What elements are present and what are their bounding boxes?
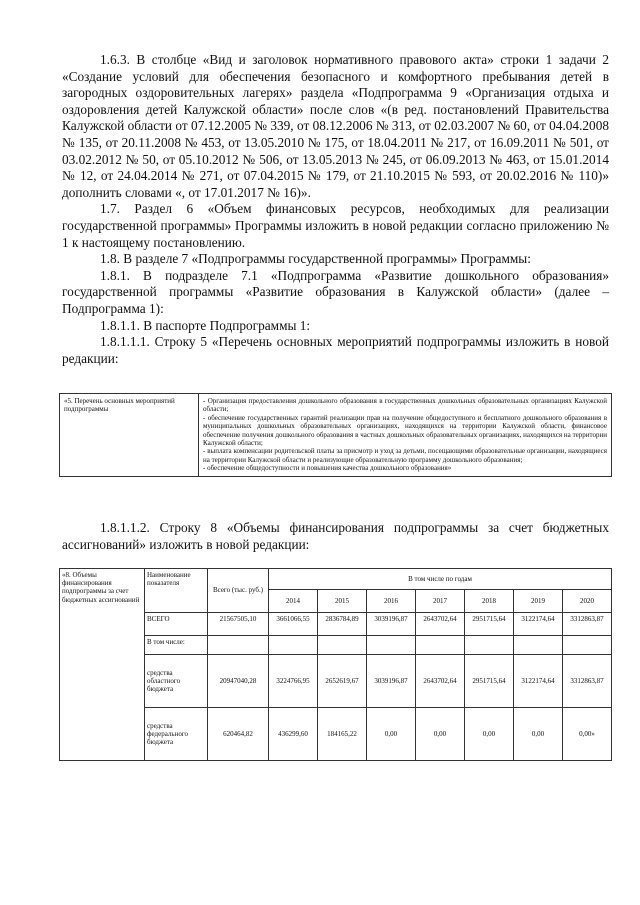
row-value: 3224766,95 xyxy=(269,655,318,708)
table-row xyxy=(60,394,612,477)
list-item: - выплата компенсации родительской платы за присмотр и уход за детьми, посещающими образовательные организации, находящиеся на территории Калужской области и реализующие образовательную программу дошкольного образования; xyxy=(203,447,607,464)
list-item: - обеспечение государственных гарантий реализации прав на получение общедоступного и бесплатного дошкольного образования в муниципальных дошкольных образовательных организациях, находящихся на территории Калужской области, финансовое обеспечение получения дошкольного образования в частных дошкольных образовательных организациях, находящихся на территории Калужской области; xyxy=(203,413,607,448)
row-name: ВСЕГО xyxy=(145,613,208,636)
row-value xyxy=(318,636,367,655)
paragraph-1-6-3: 1.6.3. В столбце «Вид и заголовок нормативного правового акта» строки 1 задачи 2 «Создание условий для обеспечения безопасного и комфортного пребывания детей в загородных оздоровительных лагерях» раздела «Подпрограмма 9 «Организация отдыха и оздоровления детей Калужской области» после слов «(в ред. постановлений Правительства Калужской области от 07.12.2005 № 339, от 08.12.2006 № 313, от 02.03.2007 № 60, от 04.04.2008 № 135, от 20.11.2008 № 453, от 13.05.2010 № 175, от 18.04.2011 № 217, от 16.09.2011 № 501, от 03.02.2012 № 50, от 05.10.2012 № 506, от 13.05.2013 № 245, от 06.09.2013 № 463, от 15.01.2014 № 12, от 24.04.2014 № 271, от 07.04.2015 № 179, от 21.10.2015 № 593, от 20.02.2016 № 110)» дополнить словами «, от 17.01.2017 № 16)». xyxy=(62,52,609,200)
activities-list xyxy=(199,394,612,477)
document-body xyxy=(62,52,609,367)
row-value: 2951715,64 xyxy=(465,655,514,708)
row-value: 184165,22 xyxy=(318,708,367,761)
financing-label: «8. Объемы финансирования подпрограммы за счет бюджетных ассигнований xyxy=(60,569,145,761)
paragraph-1-8-1-1-2: 1.8.1.1.2. Строку 8 «Объемы финансирования подпрограммы за счет бюджетных ассигнований» изложить в новой редакции: xyxy=(62,520,609,552)
activities-label: «5. Перечень основных мероприятий подпрограммы xyxy=(60,394,199,477)
row-value xyxy=(367,636,416,655)
row-value xyxy=(514,636,563,655)
row-value xyxy=(465,636,514,655)
section-1-8-1-1-2 xyxy=(62,520,609,553)
financing-table xyxy=(59,568,612,761)
row-value: 2951715,64 xyxy=(465,613,514,636)
year-cell: 2018 xyxy=(465,590,514,613)
paragraph-1-8-1-1: 1.8.1.1. В паспорте Подпрограммы 1: xyxy=(100,317,311,333)
row-value: 3039196,87 xyxy=(367,655,416,708)
col-header-total: Всего (тыс. руб.) xyxy=(208,569,269,613)
row-value xyxy=(269,636,318,655)
row-value: 3039196,87 xyxy=(367,613,416,636)
row-value: 3312863,87 xyxy=(563,655,612,708)
paragraph-1-8: 1.8. В разделе 7 «Подпрограммы государственной программы» Программы: xyxy=(100,251,531,267)
row-value: 3122174,64 xyxy=(514,655,563,708)
row-total: 21567505,10 xyxy=(208,613,269,636)
row-value: 0,00 xyxy=(465,708,514,761)
list-item: - обеспечение общедоступности и повышения качества дошкольного образования» xyxy=(203,464,452,473)
row-value: 3312863,87 xyxy=(563,613,612,636)
table-header-row xyxy=(60,569,612,590)
row-value: 0,00 xyxy=(514,708,563,761)
year-cell: 2017 xyxy=(416,590,465,613)
row-total: 20947040,28 xyxy=(208,655,269,708)
year-cell: 2016 xyxy=(367,590,416,613)
row-total xyxy=(208,636,269,655)
col-header-years: В том числе по годам xyxy=(269,569,612,590)
row-value: 0,00» xyxy=(563,708,612,761)
row-name: средства областного бюджета xyxy=(145,655,208,708)
row-value: 2643702,64 xyxy=(416,613,465,636)
row-value: 3122174,64 xyxy=(514,613,563,636)
list-item: - Организация предоставления дошкольного образования в государственных дошкольных образовательных организациях Калужской области; xyxy=(203,397,607,414)
row-value: 2652619,67 xyxy=(318,655,367,708)
row-name: В том числе: xyxy=(145,636,208,655)
activities-table xyxy=(59,393,612,477)
row-value: 0,00 xyxy=(416,708,465,761)
row-value xyxy=(563,636,612,655)
row-value: 2836784,89 xyxy=(318,613,367,636)
year-cell: 2014 xyxy=(269,590,318,613)
year-cell: 2020 xyxy=(563,590,612,613)
row-value: 436299,60 xyxy=(269,708,318,761)
paragraph-1-8-1-1-1: 1.8.1.1.1. Строку 5 «Перечень основных мероприятий подпрограммы изложить в новой редакции: xyxy=(62,334,609,366)
year-cell: 2019 xyxy=(514,590,563,613)
row-value: 0,00 xyxy=(367,708,416,761)
row-value xyxy=(416,636,465,655)
year-cell: 2015 xyxy=(318,590,367,613)
row-total: 620464,82 xyxy=(208,708,269,761)
row-value: 3661066,55 xyxy=(269,613,318,636)
row-name: средства федерального бюджета xyxy=(145,708,208,761)
col-header-name: Наименование показателя xyxy=(145,569,208,613)
row-value: 2643702,64 xyxy=(416,655,465,708)
paragraph-1-7: 1.7. Раздел 6 «Объем финансовых ресурсов, необходимых для реализации государственной программы» Программы изложить в новой редакции согласно приложению № 1 к настоящему постановлению. xyxy=(62,201,609,250)
paragraph-1-8-1: 1.8.1. В подразделе 7.1 «Подпрограмма «Развитие дошкольного образования» государственной программы «Развитие образования в Калужской области» (далее – Подпрограмма 1): xyxy=(62,267,609,316)
